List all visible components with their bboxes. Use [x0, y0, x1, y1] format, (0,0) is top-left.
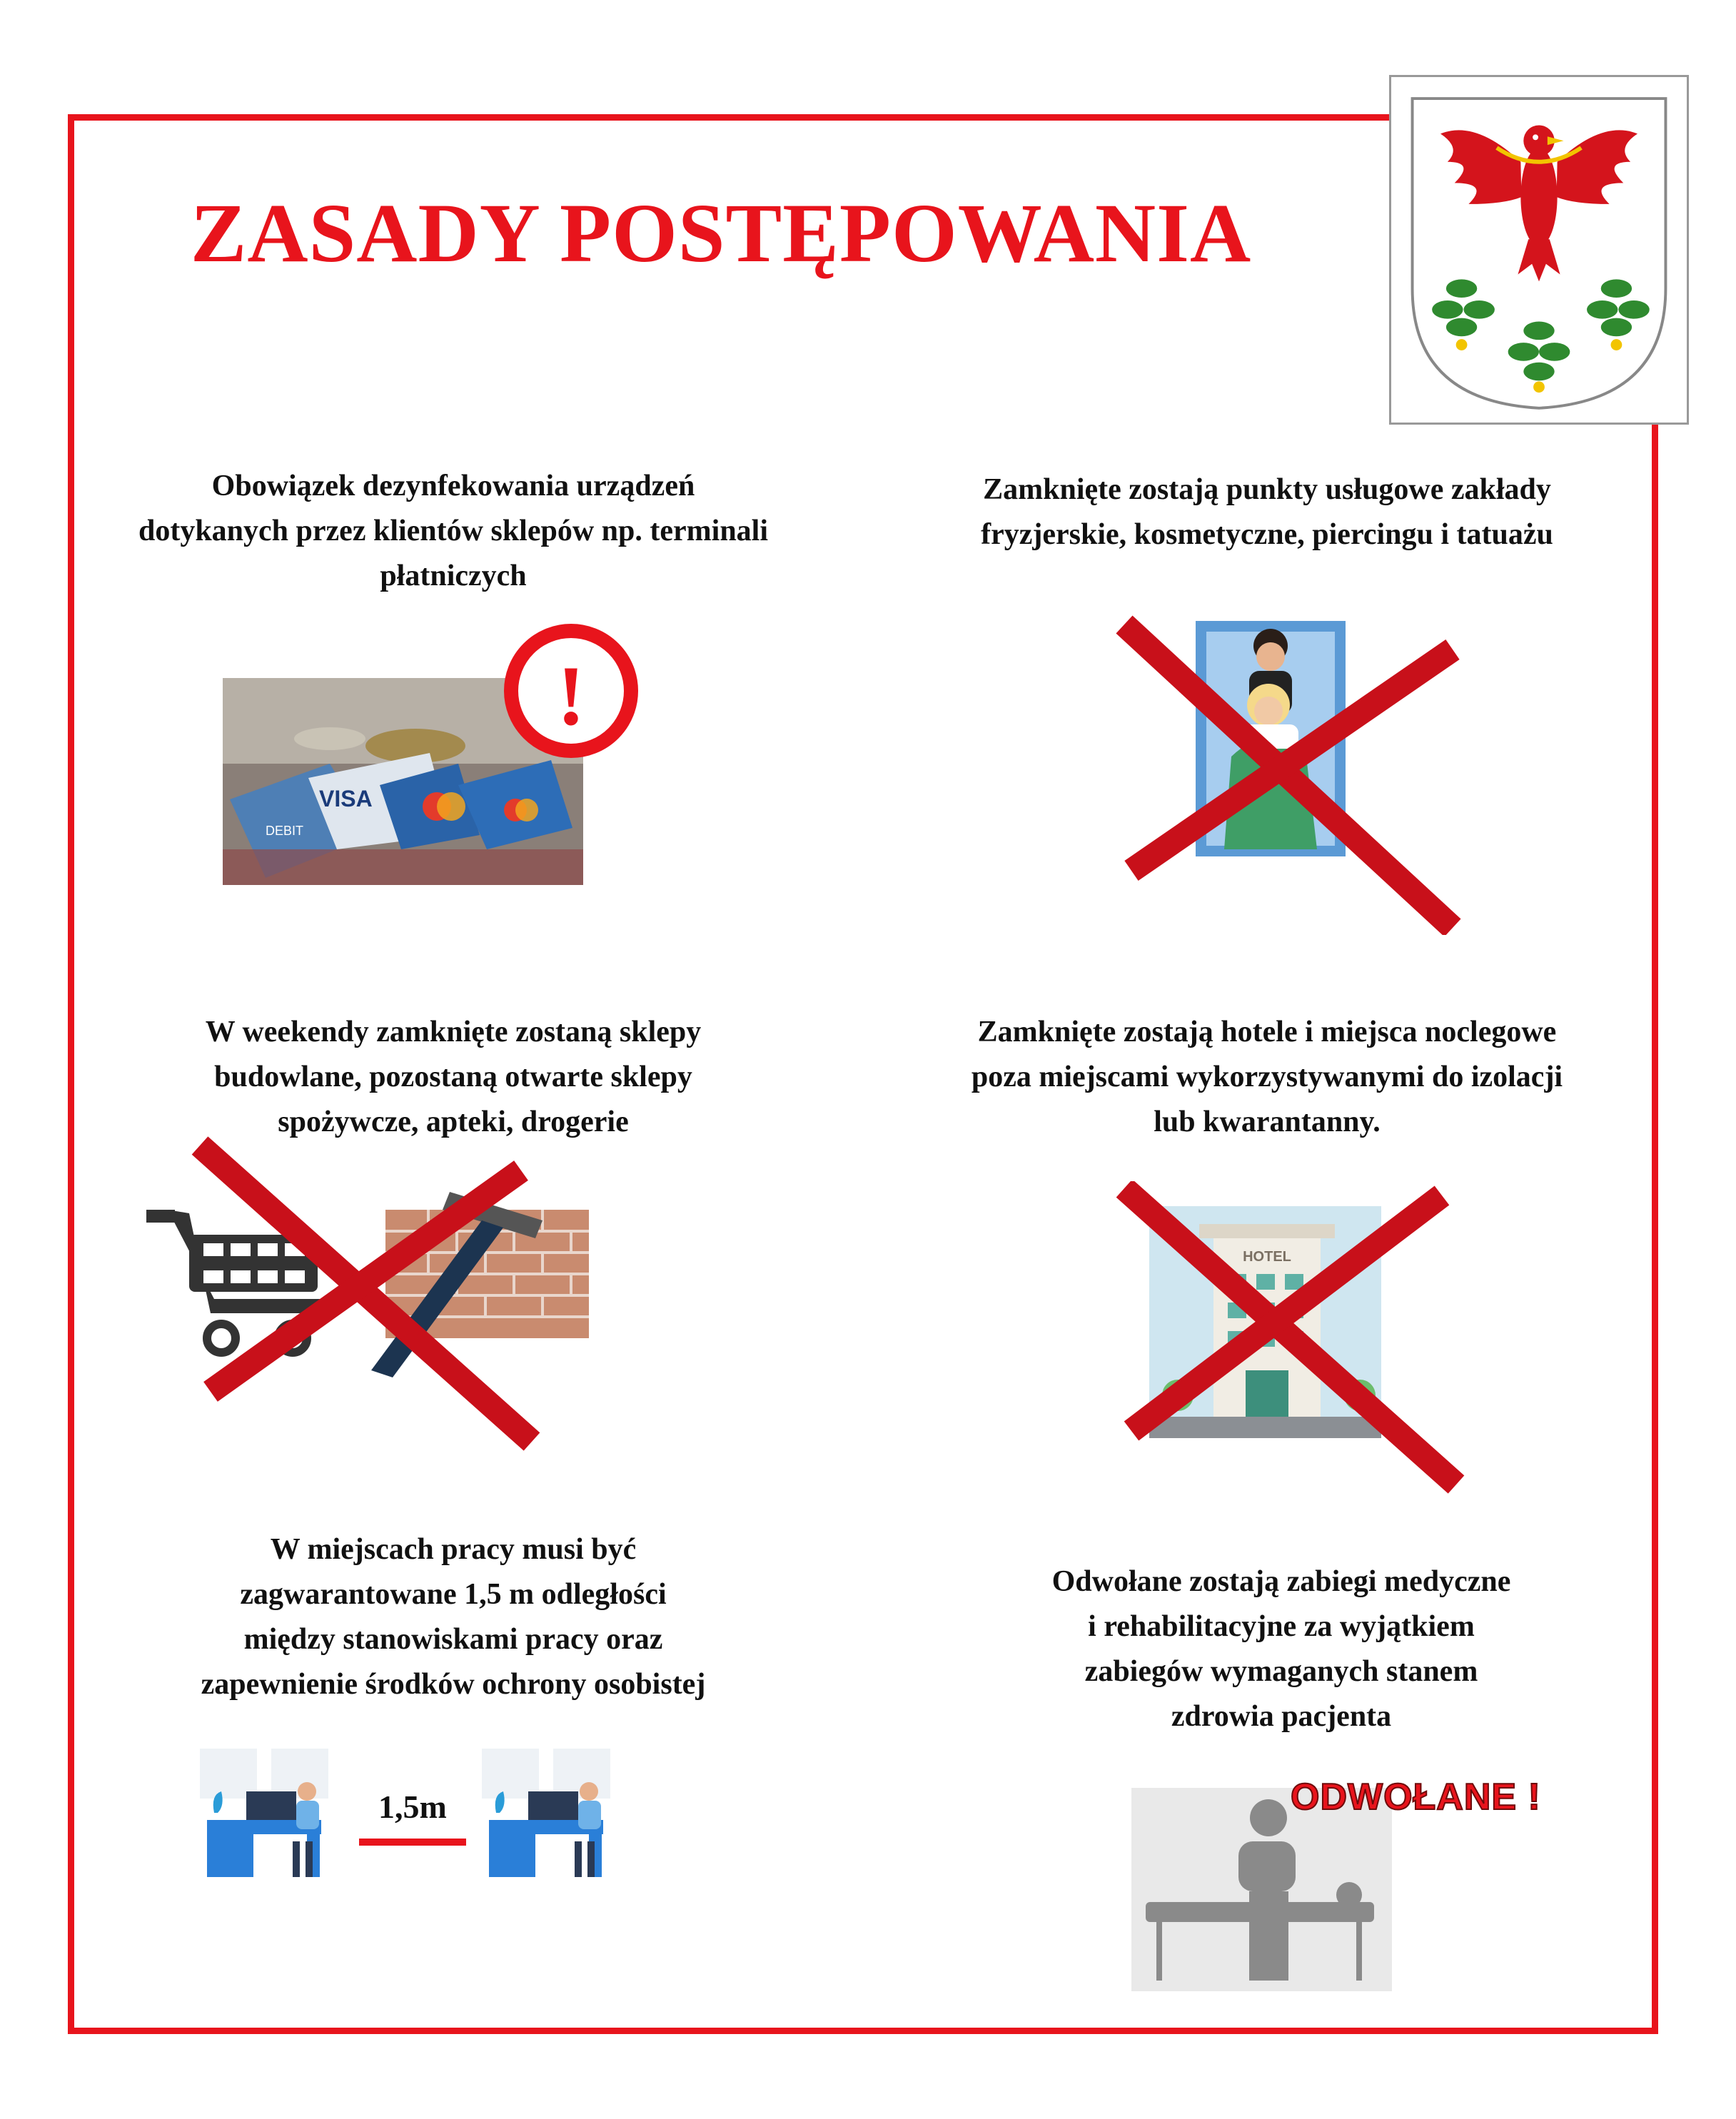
rule-2-text: Zamknięte zostają punkty usługowe zakłady fryzjerskie, kosmetyczne, piercingu i tatuażu	[981, 473, 1553, 551]
payment-cards-image	[223, 621, 644, 885]
workstation-left-image	[193, 1741, 335, 1891]
rule-3-text: W weekendy zamknięte zostaną sklepy budowlane, pozostaną otwarte sklepy spożywcze, apteki, drogerie	[205, 1016, 702, 1138]
cancelled-label: ODWOŁANE !	[1291, 1776, 1541, 1818]
visa-logo: VISA	[319, 786, 373, 811]
distance-label: 1,5m	[378, 1789, 447, 1825]
rule-4-text: Zamknięte zostają hotele i miejsca noclegowe poza miejscami wykorzystywanymi do izolacji lub kwarantanny.	[971, 1016, 1563, 1138]
construction-store-crossed-image	[146, 1135, 603, 1456]
rule-6-text: Odwołane zostają zabiegi medyczne i rehabilitacyjne za wyjątkiem zabiegów wymaganych stanem zdrowia pacjenta	[1051, 1565, 1511, 1733]
office-desk-icon	[193, 1741, 335, 1891]
svg-text:HOTEL: HOTEL	[1243, 1249, 1291, 1265]
coat-of-arms	[1389, 75, 1689, 425]
debit-label: DEBIT	[266, 824, 304, 838]
office-desk-icon	[475, 1741, 617, 1891]
distance-line	[359, 1839, 466, 1846]
hotel-crossed-image	[1114, 1181, 1470, 1495]
page-title: ZASADY POSTĘPOWANIA	[190, 186, 1252, 280]
hairdresser-crossed-image	[1110, 614, 1467, 935]
rule-1-text: Obowiązek dezynfekowania urządzeń dotykanych przez klientów sklepów np. terminali płatniczych	[138, 470, 769, 592]
coat-of-arms-icon	[1391, 77, 1687, 423]
workstation-right-image	[475, 1741, 617, 1891]
svg-text:!: !	[557, 648, 585, 743]
rule-5-text: W miejscach pracy musi być zagwarantowane 1,5 m odległości między stanowiskami pracy oraz zapewnienie środków ochrony osobistej	[201, 1533, 706, 1701]
